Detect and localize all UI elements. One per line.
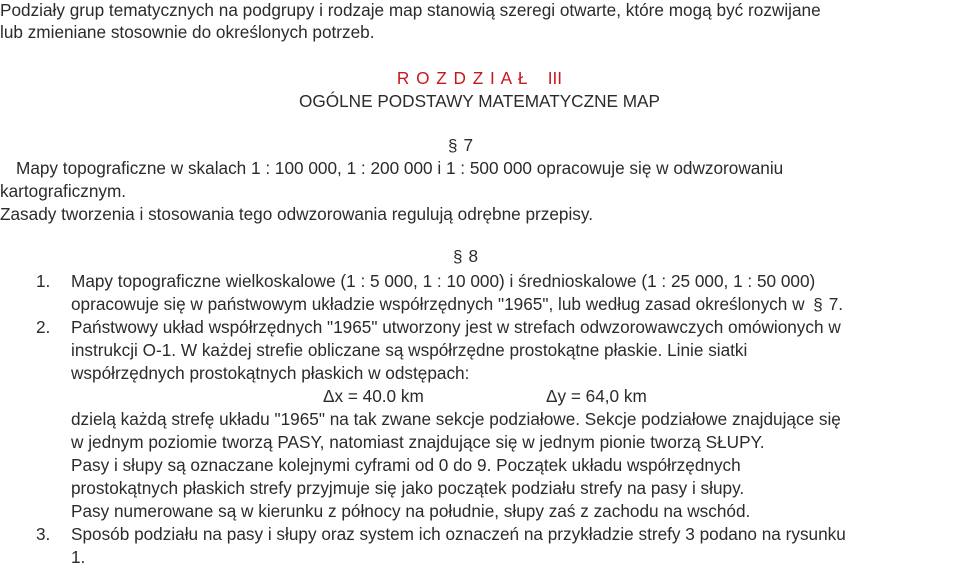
section-7-number: 7: [463, 135, 474, 155]
item-2-line-2: instrukcji O-1. W każdej strefie obliczane są współrzędne prostokątne płaskie. Linie siatki: [71, 340, 748, 360]
chapter-title: OGÓLNE PODSTAWY MATEMATYCZNE MAP: [299, 91, 660, 111]
chapter-label-text: R O Z D Z I A Ł III: [396, 68, 563, 88]
item-2-line-7: prostokątnych płaskich strefy przyjmuje się jako początek podziału strefy na pasy i słupy.: [71, 478, 745, 498]
item-2-line-4: dzielą każdą strefę układu "1965" na tak zwane sekcje podziałowe. Sekcje podziałowe znajdujące się: [71, 409, 841, 429]
section-7-heading: [448, 134, 473, 157]
chapter-label: [0, 67, 959, 89]
item-1-ref: 7.: [828, 294, 844, 314]
section-symbol-icon: §: [453, 247, 463, 266]
intro-line-2: lub zmieniane stosownie do określonych potrzeb.: [0, 22, 375, 42]
item-2-line-5: w jednym poziomie tworzą PASY, natomiast znajdujące się w jednym pionie tworzą SŁUPY.: [71, 432, 765, 452]
section-7-line-2: kartograficznym.: [0, 181, 127, 201]
item-1-line-2: [71, 293, 843, 316]
section-7-line-3: Zasady tworzenia i stosowania tego odwzorowania regulują odrębne przepisy.: [0, 204, 593, 224]
section-7-line-1: Mapy topograficzne w skalach 1 : 100 000, 1 : 200 000 i 1 : 500 000 opracowuje się w odwzorowaniu: [16, 158, 784, 178]
section-symbol-icon: §: [448, 136, 458, 155]
intro-line-1: Podziały grup tematycznych na podgrupy i rodzaje map stanowią szeregi otwarte, które mogą być rozwijane: [0, 0, 821, 20]
item-2-line-8: Pasy numerowane są w kierunku z północy na południe, słupy zaś z zachodu na wschód.: [71, 501, 751, 521]
section-8-heading: [453, 245, 478, 268]
item-3-number: 3.: [36, 524, 51, 544]
item-1-line-2-text: opracowuje się w państwowym układzie współrzędnych "1965", lub według zasad określonych w: [71, 294, 805, 314]
item-1-line-1: Mapy topograficzne wielkoskalowe (1 : 5 000, 1 : 10 000) i średnioskalowe (1 : 25 000, 1 : 50 000): [71, 271, 816, 291]
section-symbol-icon: §: [813, 295, 823, 314]
item-1-number: 1.: [36, 271, 51, 291]
item-2-dy: Δy = 64,0 km: [546, 386, 647, 406]
item-2-line-3: współrzędnych prostokątnych płaskich w odstępach:: [71, 363, 470, 383]
item-2-line-1: Państwowy układ współrzędnych "1965" utworzony jest w strefach odwzorowawczych omówionych w: [71, 317, 841, 337]
item-2-dx: Δx = 40.0 km: [323, 386, 424, 406]
item-3-line-1: Sposób podziału na pasy i słupy oraz system ich oznaczeń na przykładzie strefy 3 podano na rysunku: [71, 524, 846, 544]
item-2-number: 2.: [36, 317, 51, 337]
item-3-line-2: 1.: [71, 547, 86, 567]
item-2-line-6: Pasy i słupy są oznaczane kolejnymi cyframi od 0 do 9. Początek układu współrzędnych: [71, 455, 741, 475]
section-8-number: 8: [468, 246, 479, 266]
